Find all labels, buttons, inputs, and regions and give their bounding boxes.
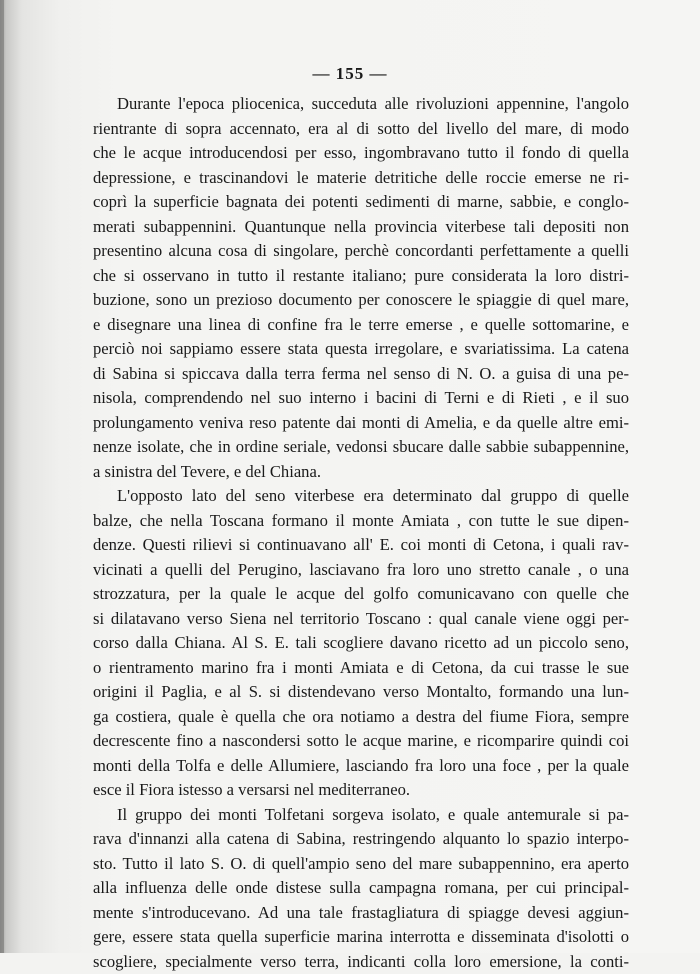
paragraph-2 bbox=[93, 484, 629, 803]
text-line: ga costiera, quale è quella che ora notiamo a destra del fiume Fiora, sempre bbox=[93, 705, 629, 730]
text-line: e disegnare una linea di confine fra le terre emerse , e quelle sottomarine, e bbox=[93, 313, 629, 338]
text-line: corso dalla Chiana. Al S. E. tali scogliere davano ricetto ad un piccolo seno, bbox=[93, 631, 629, 656]
text-line: nenze isolate, che in ordine seriale, vedonsi sbucare dalle sabbie subappennine, bbox=[93, 435, 629, 460]
text-line: depressione, e trascinandovi le materie detritiche delle roccie emerse ne ri- bbox=[93, 166, 629, 191]
text-line: monti della Tolfa e delle Allumiere, lasciando fra loro una foce , per la quale bbox=[93, 754, 629, 779]
text-line: presentino alcuna cosa di singolare, perchè concordanti perfettamente a quelli bbox=[93, 239, 629, 264]
text-line: prolungamento veniva reso patente dai monti di Amelia, e da quelle altre emi- bbox=[93, 411, 629, 436]
text-line: mente s'introducevano. Ad una tale frastagliatura di spiagge devesi aggiun- bbox=[93, 901, 629, 926]
text-line: esce il Fiora istesso a versarsi nel mediterraneo. bbox=[93, 778, 629, 803]
text-line: Il gruppo dei monti Tolfetani sorgeva isolato, e quale antemurale si pa- bbox=[93, 803, 629, 828]
text-line: origini il Paglia, e al S. si distendevano verso Montalto, formando una lun- bbox=[93, 680, 629, 705]
text-line: rava d'innanzi alla catena di Sabina, restringendo alquanto lo spazio interpo- bbox=[93, 827, 629, 852]
text-line: alla influenza delle onde distese sulla campagna romana, per cui principal- bbox=[93, 876, 629, 901]
text-line: coprì la superficie bagnata dei potenti sedimenti di marne, sabbie, e conglo- bbox=[93, 190, 629, 215]
text-line: vicinati a quelli del Perugino, lasciavano fra loro uno stretto canale , o una bbox=[93, 558, 629, 583]
text-line: gere, essere stata quella superficie marina interrotta e disseminata d'isolotti o bbox=[93, 925, 629, 950]
text-line: scogliere, specialmente verso terra, indicanti colla loro emersione, la conti- bbox=[93, 950, 629, 974]
text-line: si dilatavano verso Siena nel territorio Toscano : qual canale viene oggi per- bbox=[93, 607, 629, 632]
text-line: perciò noi sappiamo essere stata questa irregolare, e svariatissima. La catena bbox=[93, 337, 629, 362]
text-line: che le acque introducendosi per esso, ingombravano tutto il fondo di quella bbox=[93, 141, 629, 166]
text-line: merati subappennini. Quantunque nella provincia viterbese tali depositi non bbox=[93, 215, 629, 240]
text-line: a sinistra del Tevere, e del Chiana. bbox=[93, 460, 629, 485]
text-line: di Sabina si spiccava dalla terra ferma nel senso di N. O. a guisa di una pe- bbox=[93, 362, 629, 387]
binding-gutter-shadow bbox=[0, 0, 4, 953]
text-line: rientrante di sopra accennato, era al di sotto del livello del mare, di modo bbox=[93, 117, 629, 142]
text-line: denze. Questi rilievi si continuavano all' E. coi monti di Cetona, i quali rav- bbox=[93, 533, 629, 558]
text-line: sto. Tutto il lato S. O. di quell'ampio seno del mare subappennino, era aperto bbox=[93, 852, 629, 877]
paragraph-1 bbox=[93, 92, 629, 484]
text-line: o rientramento marino fra i monti Amiata e di Cetona, da cui trasse le sue bbox=[93, 656, 629, 681]
text-line: Durante l'epoca pliocenica, succeduta alle rivoluzioni appennine, l'angolo bbox=[93, 92, 629, 117]
paragraph-3 bbox=[93, 803, 629, 974]
text-line: che si osservano in tutto il restante italiano; pure considerata la loro distri- bbox=[93, 264, 629, 289]
text-line: L'opposto lato del seno viterbese era determinato dal gruppo di quelle bbox=[93, 484, 629, 509]
text-line: buzione, sono un prezioso documento per conoscere le spiaggie di quel mare, bbox=[93, 288, 629, 313]
text-line: decrescente fino a nascondersi sotto le acque marine, e ricomparire quindi coi bbox=[93, 729, 629, 754]
text-line: strozzatura, per la quale le acque del golfo comunicavano con quelle che bbox=[93, 582, 629, 607]
text-line: nisola, comprendendo nel suo interno i bacini di Terni e di Rieti , e il suo bbox=[93, 386, 629, 411]
page-number: — 155 — bbox=[0, 64, 700, 84]
body-text bbox=[93, 92, 629, 974]
text-line: balze, che nella Toscana formano il monte Amiata , con tutte le sue dipen- bbox=[93, 509, 629, 534]
